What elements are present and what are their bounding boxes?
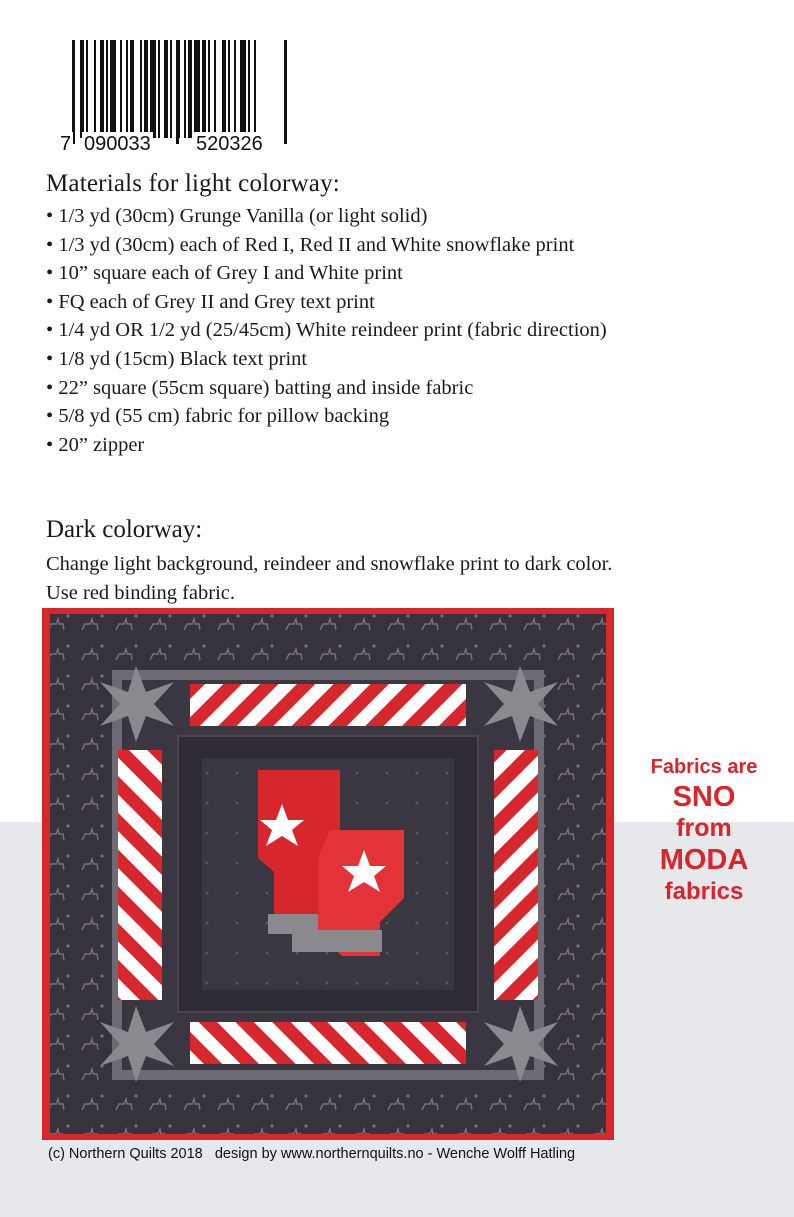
material-item: • 1/3 yd (30cm) Grunge Vanilla (or light solid) <box>46 202 607 231</box>
dark-colorway-line: Use red binding fabric. <box>46 581 235 604</box>
dark-colorway-line: Change light background, reindeer and snowflake print to dark color. <box>46 553 613 575</box>
material-item: • 22” square (55cm square) batting and inside fabric <box>46 374 607 403</box>
barcode-digits-right: 520326 <box>196 133 263 155</box>
barcode-digit-prefix: 7 <box>60 133 72 155</box>
barcode-digits-left: 090033 <box>84 133 151 155</box>
material-item: • 1/3 yd (30cm) each of Red I, Red II and White snowflake print <box>46 231 607 260</box>
material-item: • 20” zipper <box>46 431 607 460</box>
fabrics-note-collection: SNO <box>672 780 736 813</box>
material-item: • FQ each of Grey II and Grey text print <box>46 288 607 317</box>
fabrics-note-line: fabrics <box>664 877 744 905</box>
barcode-number <box>58 132 298 156</box>
materials-list <box>46 202 607 459</box>
material-item: • 10” square each of Grey I and White print <box>46 259 607 288</box>
copyright-footer: (c) Northern Quilts 2018 design by www.northernquilts.no - Wenche Wolff Hatling <box>48 1146 576 1162</box>
material-item: • 1/4 yd OR 1/2 yd (25/45cm) White reindeer print (fabric direction) <box>46 316 607 345</box>
quilt-image <box>42 608 614 1140</box>
dark-colorway-description <box>46 550 766 607</box>
fabrics-note <box>614 756 794 906</box>
material-item: • 1/8 yd (15cm) Black text print <box>46 345 607 374</box>
material-item: • 5/8 yd (55 cm) fabric for pillow backing <box>46 402 607 431</box>
fabrics-note-brand: MODA <box>659 844 749 877</box>
dark-colorway-title: Dark colorway: <box>46 516 203 543</box>
fabrics-note-line: Fabrics are <box>650 756 758 778</box>
fabrics-note-line: from <box>676 813 732 842</box>
materials-title: Materials for light colorway: <box>46 170 340 197</box>
